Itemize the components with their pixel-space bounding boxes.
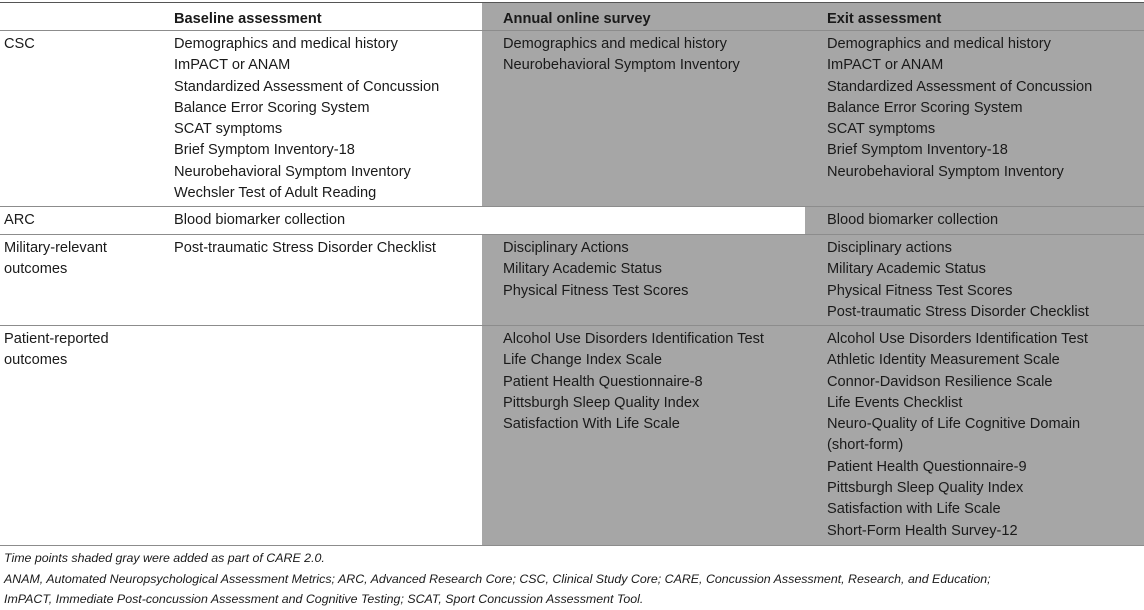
table-row bbox=[0, 235, 1144, 325]
cell-line: Physical Fitness Test Scores bbox=[503, 282, 689, 299]
cell-line: Post-traumatic Stress Disorder Checklist bbox=[174, 240, 436, 256]
cell-line: Life Change Index Scale bbox=[503, 352, 663, 369]
row-category bbox=[0, 326, 170, 545]
row-category bbox=[0, 207, 170, 234]
cell-line: Balance Error Scoring System bbox=[827, 99, 1023, 116]
cell-line: SCAT symptoms bbox=[174, 121, 283, 138]
cell-line: Neurobehavioral Symptom Inventory bbox=[503, 57, 740, 74]
cell-line: Satisfaction With Life Scale bbox=[503, 416, 680, 433]
baseline-cell bbox=[170, 207, 482, 234]
header-exit bbox=[805, 3, 1144, 30]
baseline-cell bbox=[170, 326, 482, 545]
cell-line: ImPACT or ANAM bbox=[827, 57, 944, 74]
table-header-row bbox=[0, 3, 1144, 30]
footnote-abbreviations: ANAM, Automated Neuropsychological Assessment Metrics; ARC, Advanced Research Core; CSC, Clinical Study Core; CARE, Concussion Assessment, Research, and Education; bbox=[4, 572, 991, 586]
cell-line: Military-relevant bbox=[4, 240, 107, 256]
cell-line: Neurobehavioral Symptom Inventory bbox=[827, 163, 1064, 180]
table-bottom-rule bbox=[0, 545, 1144, 546]
exit-cell bbox=[805, 235, 1144, 325]
cell-line: Alcohol Use Disorders Identification Test bbox=[503, 331, 764, 347]
annual-cell bbox=[482, 207, 805, 234]
exit-cell bbox=[805, 207, 1144, 234]
cell-line: Standardized Assessment of Concussion bbox=[827, 78, 1093, 95]
header-baseline-label: Baseline assessment bbox=[174, 11, 322, 27]
footnote-abbreviations-continued: ImPACT, Immediate Post-concussion Assessment and Cognitive Testing; SCAT, Sport Concussion Assessment Tool. bbox=[4, 592, 644, 606]
cell-line: Brief Symptom Inventory-18 bbox=[827, 142, 1008, 159]
cell-line: Athletic Identity Measurement Scale bbox=[827, 352, 1060, 369]
cell-line: Short-Form Health Survey-12 bbox=[827, 522, 1018, 539]
table-row bbox=[0, 326, 1144, 545]
header-annual bbox=[482, 3, 805, 30]
cell-line: CSC bbox=[4, 36, 35, 52]
row-category bbox=[0, 235, 170, 325]
annual-cell bbox=[482, 31, 805, 206]
annual-cell bbox=[482, 326, 805, 545]
cell-line: Alcohol Use Disorders Identification Test bbox=[827, 331, 1088, 347]
cell-line: Patient-reported bbox=[4, 331, 109, 347]
cell-line: Balance Error Scoring System bbox=[174, 99, 370, 116]
cell-line: outcomes bbox=[4, 352, 68, 369]
cell-line: Brief Symptom Inventory-18 bbox=[174, 142, 355, 159]
footnote-shading: Time points shaded gray were added as part of CARE 2.0. bbox=[4, 551, 325, 565]
cell-line: Disciplinary actions bbox=[827, 240, 952, 256]
cell-line: ARC bbox=[4, 212, 35, 228]
exit-cell bbox=[805, 31, 1144, 206]
cell-line: Demographics and medical history bbox=[174, 36, 398, 52]
baseline-cell bbox=[170, 31, 482, 206]
cell-line: Patient Health Questionnaire-9 bbox=[827, 458, 1027, 475]
header-category bbox=[0, 3, 170, 30]
cell-line: Post-traumatic Stress Disorder Checklist bbox=[827, 303, 1089, 320]
cell-line: Physical Fitness Test Scores bbox=[827, 282, 1013, 299]
header-exit-label: Exit assessment bbox=[827, 11, 942, 27]
cell-line: Military Academic Status bbox=[827, 261, 986, 278]
cell-line: Neurobehavioral Symptom Inventory bbox=[174, 163, 411, 180]
header-baseline bbox=[170, 3, 482, 30]
cell-line: Pittsburgh Sleep Quality Index bbox=[827, 480, 1024, 497]
baseline-cell bbox=[170, 235, 482, 325]
exit-cell bbox=[805, 326, 1144, 545]
cell-line: Satisfaction with Life Scale bbox=[827, 501, 1001, 518]
annual-cell bbox=[482, 235, 805, 325]
cell-line: Demographics and medical history bbox=[503, 36, 727, 52]
cell-line: Blood biomarker collection bbox=[827, 212, 999, 228]
cell-line: Patient Health Questionnaire-8 bbox=[503, 373, 703, 390]
cell-line: Blood biomarker collection bbox=[174, 212, 346, 228]
cell-line: Disciplinary Actions bbox=[503, 240, 629, 256]
cell-line: Standardized Assessment of Concussion bbox=[174, 78, 440, 95]
table-row bbox=[0, 31, 1144, 206]
table-row bbox=[0, 207, 1144, 234]
cell-line: Connor-Davidson Resilience Scale bbox=[827, 373, 1053, 390]
cell-line: Life Events Checklist bbox=[827, 394, 963, 411]
cell-line: Demographics and medical history bbox=[827, 36, 1051, 52]
row-category bbox=[0, 31, 170, 206]
cell-line: Neuro-Quality of Life Cognitive Domain bbox=[827, 416, 1081, 433]
header-annual-label: Annual online survey bbox=[503, 11, 651, 27]
cell-line: Wechsler Test of Adult Reading bbox=[174, 185, 377, 202]
cell-line: outcomes bbox=[4, 261, 68, 278]
cell-line: (short-form) bbox=[827, 437, 904, 454]
cell-line: Pittsburgh Sleep Quality Index bbox=[503, 394, 700, 411]
cell-line: ImPACT or ANAM bbox=[174, 57, 291, 74]
cell-line: SCAT symptoms bbox=[827, 121, 936, 138]
cell-line: Military Academic Status bbox=[503, 261, 662, 278]
